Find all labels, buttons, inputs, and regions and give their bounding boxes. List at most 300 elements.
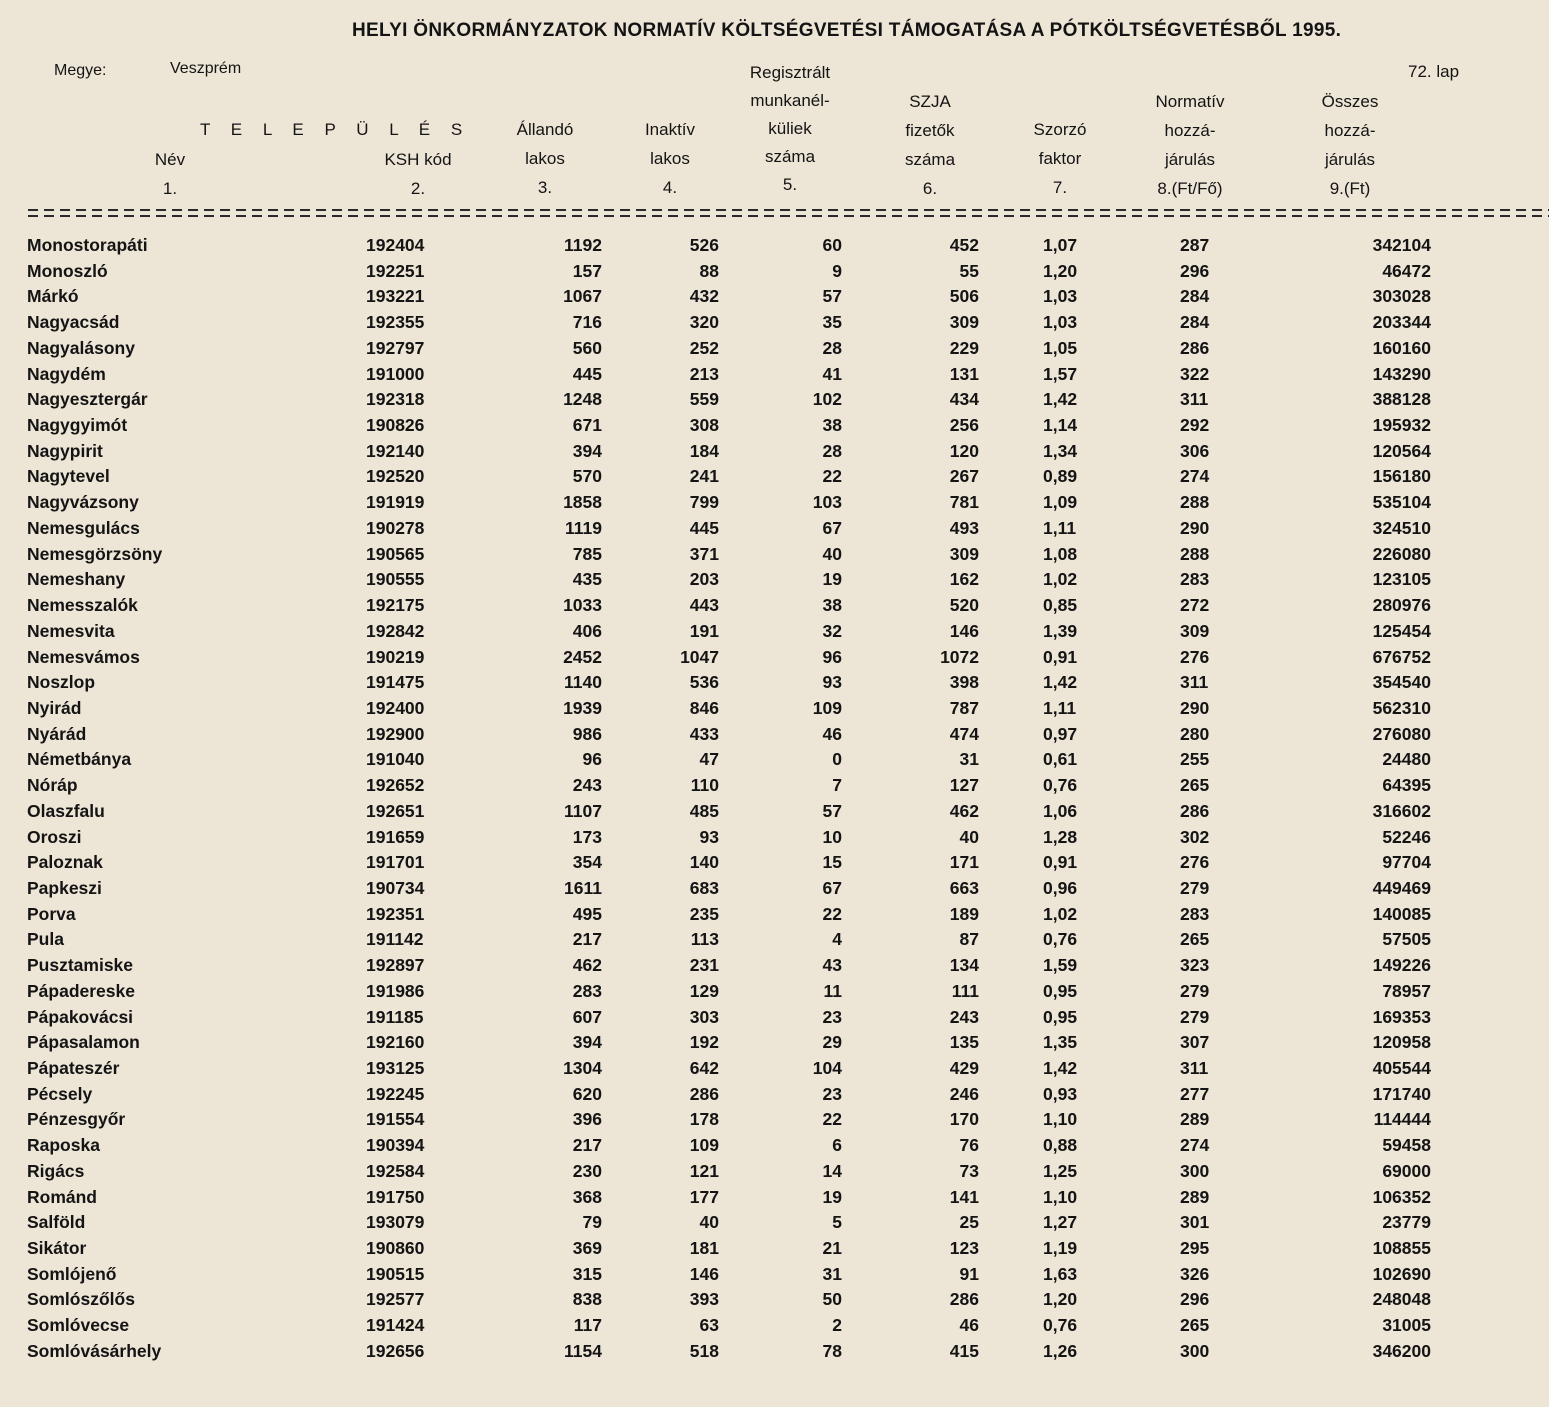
- settlement-name-cell: Románd: [27, 1186, 97, 1207]
- permanent-residents-cell: 462: [572, 955, 602, 976]
- permanent-residents-cell: 986: [572, 723, 602, 744]
- inactive-residents-cell: 93: [699, 826, 719, 847]
- normative-contribution-cell: 311: [1180, 389, 1209, 410]
- inactive-residents-cell: 177: [689, 1186, 719, 1207]
- inactive-residents-cell: 642: [689, 1058, 719, 1078]
- table-row: [0, 283, 1549, 309]
- pit-payers-cell: 25: [959, 1212, 979, 1233]
- table-row: [0, 1286, 1549, 1312]
- header-col-9-line1: Összes: [1321, 92, 1379, 111]
- multiplier-factor-cell: 1,57: [1043, 363, 1078, 384]
- pit-payers-cell: 286: [949, 1289, 979, 1310]
- pit-payers-cell: 120: [949, 440, 979, 461]
- table-row: [0, 438, 1549, 464]
- table-row: [0, 618, 1549, 644]
- inactive-residents-cell: 203: [689, 569, 719, 590]
- ksh-code-cell: 193079: [366, 1212, 425, 1233]
- settlement-name-cell: Nemesvita: [27, 620, 115, 641]
- permanent-residents-cell: 435: [572, 569, 602, 590]
- total-contribution-cell: 303028: [1372, 286, 1431, 307]
- ksh-code-cell: 193125: [366, 1058, 425, 1078]
- total-contribution-cell: 248048: [1372, 1289, 1431, 1310]
- registered-unemployed-cell: 22: [822, 466, 842, 487]
- settlement-name-cell: Nagygyimót: [27, 415, 128, 436]
- multiplier-factor-cell: 1,34: [1043, 440, 1078, 461]
- inactive-residents-cell: 1047: [680, 646, 719, 667]
- table-row: [0, 824, 1549, 850]
- permanent-residents-cell: 368: [572, 1186, 602, 1207]
- pit-payers-cell: 31: [959, 749, 979, 770]
- permanent-residents-cell: 560: [572, 337, 602, 358]
- permanent-residents-cell: 1192: [564, 235, 602, 255]
- total-contribution-cell: 125454: [1372, 620, 1431, 641]
- multiplier-factor-cell: 1,07: [1043, 235, 1078, 255]
- settlement-name-cell: Nagyesztergár: [27, 389, 148, 410]
- normative-contribution-cell: 295: [1180, 1238, 1210, 1259]
- ksh-code-cell: 192842: [366, 620, 425, 641]
- inactive-residents-cell: 526: [689, 235, 719, 255]
- multiplier-factor-cell: 0,97: [1043, 723, 1078, 744]
- multiplier-factor-cell: 1,02: [1043, 569, 1078, 590]
- settlement-name-cell: Nagyacsád: [27, 312, 120, 333]
- normative-contribution-cell: 309: [1180, 620, 1210, 641]
- table-row: [0, 489, 1549, 515]
- normative-contribution-cell: 283: [1180, 569, 1210, 590]
- registered-unemployed-cell: 41: [822, 363, 842, 384]
- total-contribution-cell: 52246: [1382, 826, 1431, 847]
- pit-payers-cell: 256: [949, 415, 979, 436]
- inactive-residents-cell: 443: [689, 595, 719, 616]
- multiplier-factor-cell: 0,93: [1043, 1083, 1078, 1104]
- ksh-code-cell: 192318: [366, 389, 425, 410]
- settlement-name-cell: Paloznak: [27, 852, 103, 873]
- settlement-name-cell: Nemesgulács: [27, 517, 140, 538]
- multiplier-factor-cell: 1,10: [1043, 1186, 1078, 1207]
- settlement-name-cell: Nagydém: [27, 363, 106, 384]
- table-row: [0, 592, 1549, 618]
- settlement-name-cell: Somlóvecse: [27, 1315, 130, 1336]
- normative-contribution-cell: 287: [1180, 235, 1210, 255]
- multiplier-factor-cell: 1,19: [1043, 1238, 1078, 1259]
- normative-contribution-cell: 276: [1180, 646, 1210, 667]
- table-row: [0, 1029, 1549, 1055]
- permanent-residents-cell: 785: [572, 543, 602, 564]
- settlement-name-cell: Nemesvámos: [27, 646, 140, 667]
- ksh-code-cell: 191185: [366, 1006, 424, 1027]
- ksh-code-cell: 191475: [366, 672, 425, 693]
- registered-unemployed-cell: 109: [812, 697, 842, 718]
- multiplier-factor-cell: 0,91: [1043, 646, 1078, 667]
- permanent-residents-cell: 1067: [563, 286, 602, 307]
- header-col-5-line2: munkanél-: [750, 91, 830, 110]
- total-contribution-cell: 140085: [1372, 903, 1431, 924]
- registered-unemployed-cell: 11: [823, 980, 842, 1001]
- registered-unemployed-cell: 60: [822, 235, 842, 255]
- settlement-name-cell: Nagyvázsony: [27, 492, 139, 513]
- permanent-residents-cell: 79: [582, 1212, 602, 1233]
- ksh-code-cell: 190555: [366, 569, 425, 590]
- registered-unemployed-cell: 31: [822, 1263, 842, 1284]
- table-row: [0, 1081, 1549, 1107]
- pit-payers-cell: 474: [949, 723, 979, 744]
- ksh-code-cell: 191919: [366, 492, 425, 513]
- header-col-9: [1300, 87, 1400, 203]
- header-col-8-line1: Normatív: [1155, 92, 1225, 111]
- permanent-residents-cell: 230: [572, 1160, 602, 1181]
- total-contribution-cell: 108855: [1372, 1238, 1431, 1259]
- settlement-name-cell: Nyirád: [27, 697, 82, 718]
- ksh-code-cell: 190860: [366, 1238, 425, 1259]
- settlement-name-cell: Nemeshany: [27, 569, 126, 590]
- multiplier-factor-cell: 1,59: [1043, 955, 1078, 976]
- normative-contribution-cell: 274: [1180, 1135, 1210, 1156]
- normative-contribution-cell: 289: [1180, 1186, 1210, 1207]
- inactive-residents-cell: 181: [689, 1238, 719, 1259]
- registered-unemployed-cell: 28: [822, 337, 842, 358]
- inactive-residents-cell: 536: [689, 672, 719, 693]
- ksh-code-cell: 191750: [366, 1186, 425, 1207]
- document-title: HELYI ÖNKORMÁNYZATOK NORMATÍV KÖLTSÉGVETÉSI TÁMOGATÁSA A PÓTKÖLTSÉGVETÉSBŐL 1995.: [352, 20, 1342, 41]
- county-label: Megye:: [54, 62, 107, 79]
- header-group-telepules: T E L E P Ü L É S: [200, 120, 471, 139]
- registered-unemployed-cell: 19: [822, 1186, 842, 1207]
- ksh-code-cell: 192520: [366, 466, 425, 487]
- table-row: [0, 695, 1549, 721]
- table-row: [0, 746, 1549, 772]
- header-col-5: [730, 59, 850, 199]
- settlement-name-cell: Nóráp: [27, 775, 78, 796]
- inactive-residents-cell: 799: [689, 492, 719, 513]
- settlement-name-cell: Pusztamiske: [27, 955, 134, 976]
- table-row: [0, 926, 1549, 952]
- settlement-name-cell: Sikátor: [27, 1238, 87, 1259]
- pit-payers-cell: 229: [949, 337, 979, 358]
- inactive-residents-cell: 63: [699, 1315, 719, 1336]
- settlement-name-cell: Raposka: [27, 1135, 100, 1156]
- pit-payers-cell: 520: [949, 595, 979, 616]
- total-contribution-cell: 46472: [1382, 260, 1431, 281]
- registered-unemployed-cell: 19: [822, 569, 842, 590]
- pit-payers-cell: 434: [949, 389, 979, 410]
- pit-payers-cell: 415: [949, 1340, 979, 1361]
- pit-payers-cell: 46: [959, 1315, 979, 1336]
- table-row: [0, 669, 1549, 695]
- table-row: [0, 386, 1549, 412]
- header-col-3-line2: lakos: [525, 149, 565, 168]
- multiplier-factor-cell: 1,39: [1043, 620, 1078, 641]
- pit-payers-cell: 162: [949, 569, 979, 590]
- header-col-4-number: 4.: [662, 178, 678, 197]
- settlement-name-cell: Pápadereske: [27, 980, 135, 1001]
- registered-unemployed-cell: 7: [832, 775, 842, 796]
- ksh-code-cell: 191142: [366, 929, 424, 950]
- registered-unemployed-cell: 104: [812, 1058, 842, 1078]
- settlement-name-cell: Nyárád: [27, 723, 87, 744]
- pit-payers-cell: 663: [949, 877, 979, 898]
- pit-payers-cell: 1072: [940, 646, 979, 667]
- permanent-residents-cell: 1107: [564, 800, 602, 821]
- pit-payers-cell: 127: [949, 775, 979, 796]
- header-col-3: [500, 115, 590, 202]
- registered-unemployed-cell: 4: [832, 929, 842, 950]
- normative-contribution-cell: 290: [1180, 517, 1210, 538]
- header-col-6-line2: fizetők: [905, 121, 955, 140]
- table-row: [0, 361, 1549, 387]
- inactive-residents-cell: 485: [689, 800, 719, 821]
- ksh-code-cell: 190394: [366, 1135, 425, 1156]
- total-contribution-cell: 57505: [1382, 929, 1431, 950]
- permanent-residents-cell: 1119: [565, 517, 602, 538]
- normative-contribution-cell: 296: [1180, 260, 1210, 281]
- header-col-5-number: 5.: [782, 175, 798, 194]
- registered-unemployed-cell: 0: [832, 749, 842, 770]
- permanent-residents-cell: 1611: [564, 877, 602, 898]
- permanent-residents-cell: 1858: [563, 492, 602, 513]
- registered-unemployed-cell: 6: [832, 1135, 842, 1156]
- header-col-2-label: KSH kód: [384, 150, 452, 169]
- permanent-residents-cell: 173: [572, 826, 602, 847]
- normative-contribution-cell: 284: [1180, 286, 1210, 307]
- ksh-code-cell: 192175: [366, 595, 425, 616]
- ksh-code-cell: 190278: [366, 517, 425, 538]
- inactive-residents-cell: 110: [690, 775, 719, 796]
- permanent-residents-cell: 406: [572, 620, 602, 641]
- header-col-1-label: Név: [154, 150, 186, 169]
- normative-contribution-cell: 301: [1180, 1212, 1210, 1233]
- page-number: 72. lap: [1408, 62, 1460, 81]
- total-contribution-cell: 354540: [1372, 672, 1431, 693]
- inactive-residents-cell: 518: [689, 1340, 719, 1361]
- registered-unemployed-cell: 28: [822, 440, 842, 461]
- total-contribution-cell: 562310: [1372, 697, 1431, 718]
- permanent-residents-cell: 117: [573, 1315, 602, 1336]
- total-contribution-cell: 160160: [1372, 337, 1431, 358]
- table-row: [0, 1055, 1549, 1081]
- multiplier-factor-cell: 0,95: [1043, 980, 1078, 1001]
- normative-contribution-cell: 302: [1180, 826, 1210, 847]
- pit-payers-cell: 55: [959, 260, 979, 281]
- total-contribution-cell: 280976: [1372, 595, 1431, 616]
- multiplier-factor-cell: 1,03: [1043, 286, 1078, 307]
- inactive-residents-cell: 191: [689, 620, 719, 641]
- table-row: [0, 335, 1549, 361]
- header-col-8-line2: hozzá-: [1164, 121, 1216, 140]
- inactive-residents-cell: 286: [689, 1083, 719, 1104]
- total-contribution-cell: 78957: [1382, 980, 1431, 1001]
- permanent-residents-cell: 2452: [563, 646, 602, 667]
- header-double-rule: [28, 207, 1549, 219]
- registered-unemployed-cell: 102: [812, 389, 842, 410]
- table-row: [0, 309, 1549, 335]
- ksh-code-cell: 191040: [366, 749, 425, 770]
- inactive-residents-cell: 109: [689, 1135, 719, 1156]
- header-col-6-line3: száma: [904, 150, 956, 169]
- normative-contribution-cell: 290: [1180, 697, 1210, 718]
- registered-unemployed-cell: 15: [822, 852, 842, 873]
- registered-unemployed-cell: 93: [822, 672, 842, 693]
- table-row: [0, 875, 1549, 901]
- header-col-4-line2: lakos: [650, 149, 690, 168]
- settlement-name-cell: Monostorapáti: [27, 235, 148, 255]
- pit-payers-cell: 429: [949, 1058, 979, 1078]
- settlement-name-cell: Nagytevel: [27, 466, 110, 487]
- settlement-name-cell: Pápateszér: [27, 1058, 120, 1078]
- ksh-code-cell: 191701: [366, 852, 425, 873]
- inactive-residents-cell: 121: [689, 1160, 719, 1181]
- ksh-code-cell: 192652: [366, 775, 425, 796]
- inactive-residents-cell: 235: [689, 903, 719, 924]
- multiplier-factor-cell: 1,20: [1043, 260, 1078, 281]
- multiplier-factor-cell: 1,09: [1043, 492, 1078, 513]
- pit-payers-cell: 267: [949, 466, 979, 487]
- ksh-code-cell: 192351: [366, 903, 425, 924]
- total-contribution-cell: 97704: [1382, 852, 1431, 873]
- header-col-8: [1125, 87, 1255, 203]
- settlement-name-cell: Somlójenő: [27, 1263, 117, 1284]
- registered-unemployed-cell: 67: [822, 877, 842, 898]
- total-contribution-cell: 123105: [1372, 569, 1431, 590]
- pit-payers-cell: 141: [949, 1186, 979, 1207]
- pit-payers-cell: 170: [949, 1109, 979, 1130]
- registered-unemployed-cell: 40: [822, 543, 842, 564]
- total-contribution-cell: 69000: [1382, 1160, 1431, 1181]
- normative-contribution-cell: 322: [1180, 363, 1210, 384]
- multiplier-factor-cell: 1,02: [1043, 903, 1078, 924]
- pit-payers-cell: 135: [949, 1032, 979, 1053]
- table-row: [0, 798, 1549, 824]
- pit-payers-cell: 493: [949, 517, 979, 538]
- pit-payers-cell: 111: [951, 980, 979, 1001]
- ksh-code-cell: 191659: [366, 826, 425, 847]
- normative-contribution-cell: 300: [1180, 1160, 1210, 1181]
- multiplier-factor-cell: 1,11: [1043, 697, 1077, 718]
- ksh-code-cell: 190734: [366, 877, 425, 898]
- ksh-code-cell: 192900: [366, 723, 425, 744]
- multiplier-factor-cell: 1,06: [1043, 800, 1078, 821]
- multiplier-factor-cell: 1,14: [1043, 415, 1078, 436]
- ksh-code-cell: 190826: [366, 415, 425, 436]
- ksh-code-cell: 192584: [366, 1160, 425, 1181]
- pit-payers-cell: 309: [949, 312, 979, 333]
- pit-payers-cell: 189: [949, 903, 979, 924]
- normative-contribution-cell: 272: [1180, 595, 1210, 616]
- total-contribution-cell: 120564: [1372, 440, 1431, 461]
- normative-contribution-cell: 279: [1180, 980, 1210, 1001]
- normative-contribution-cell: 311: [1180, 1058, 1209, 1078]
- permanent-residents-cell: 157: [572, 260, 602, 281]
- table-row: [0, 515, 1549, 541]
- pit-payers-cell: 87: [959, 929, 979, 950]
- ksh-code-cell: 190219: [366, 646, 425, 667]
- multiplier-factor-cell: 1,27: [1043, 1212, 1078, 1233]
- total-contribution-cell: 23779: [1382, 1212, 1431, 1233]
- multiplier-factor-cell: 0,89: [1043, 466, 1078, 487]
- header-col-1: [140, 145, 200, 203]
- registered-unemployed-cell: 9: [832, 260, 842, 281]
- multiplier-factor-cell: 1,42: [1043, 1058, 1078, 1078]
- permanent-residents-cell: 369: [572, 1238, 602, 1259]
- ksh-code-cell: 191000: [366, 363, 425, 384]
- registered-unemployed-cell: 29: [822, 1032, 842, 1053]
- inactive-residents-cell: 47: [699, 749, 719, 770]
- normative-contribution-cell: 279: [1180, 877, 1210, 898]
- ksh-code-cell: 191554: [366, 1109, 425, 1130]
- normative-contribution-cell: 265: [1180, 929, 1210, 950]
- settlement-name-cell: Nagypirit: [27, 440, 103, 461]
- table-row: [0, 1132, 1549, 1158]
- settlement-table-body: [0, 232, 1549, 1364]
- table-row: [0, 1312, 1549, 1338]
- pit-payers-cell: 146: [949, 620, 979, 641]
- multiplier-factor-cell: 1,10: [1043, 1109, 1078, 1130]
- total-contribution-cell: 316602: [1372, 800, 1431, 821]
- registered-unemployed-cell: 57: [822, 800, 842, 821]
- header-col-7: [1015, 115, 1105, 202]
- total-contribution-cell: 64395: [1382, 775, 1431, 796]
- multiplier-factor-cell: 0,61: [1043, 749, 1078, 770]
- normative-contribution-cell: 265: [1180, 775, 1210, 796]
- ksh-code-cell: 192656: [366, 1340, 425, 1361]
- header-col-8-line3: járulás: [1164, 150, 1216, 169]
- normative-contribution-cell: 286: [1180, 800, 1210, 821]
- registered-unemployed-cell: 10: [822, 826, 842, 847]
- settlement-name-cell: Nemesszalók: [27, 595, 138, 616]
- settlement-name-cell: Pénzesgyőr: [27, 1109, 126, 1130]
- registered-unemployed-cell: 67: [822, 517, 842, 538]
- inactive-residents-cell: 393: [689, 1289, 719, 1310]
- registered-unemployed-cell: 43: [822, 955, 842, 976]
- header-col-6: [885, 87, 975, 203]
- header-col-6-line1: SZJA: [909, 92, 951, 111]
- total-contribution-cell: 226080: [1372, 543, 1431, 564]
- header-col-7-number: 7.: [1052, 178, 1068, 197]
- ksh-code-cell: 191986: [366, 980, 425, 1001]
- total-contribution-cell: 143290: [1372, 363, 1431, 384]
- header-col-4: [630, 115, 710, 202]
- registered-unemployed-cell: 96: [822, 646, 842, 667]
- table-row: [0, 1261, 1549, 1287]
- permanent-residents-cell: 1939: [563, 697, 602, 718]
- total-contribution-cell: 171740: [1372, 1083, 1431, 1104]
- ksh-code-cell: 192251: [366, 260, 425, 281]
- header-col-8-number: 8.(Ft/Fő): [1157, 179, 1223, 198]
- inactive-residents-cell: 559: [689, 389, 719, 410]
- permanent-residents-cell: 1140: [564, 672, 602, 693]
- pit-payers-cell: 134: [949, 955, 979, 976]
- ksh-code-cell: 192897: [366, 955, 425, 976]
- ksh-code-cell: 192160: [366, 1032, 425, 1053]
- table-row: [0, 541, 1549, 567]
- total-contribution-cell: 120958: [1372, 1032, 1431, 1053]
- multiplier-factor-cell: 1,42: [1043, 672, 1078, 693]
- registered-unemployed-cell: 46: [822, 723, 842, 744]
- normative-contribution-cell: 326: [1180, 1263, 1210, 1284]
- inactive-residents-cell: 140: [689, 852, 719, 873]
- registered-unemployed-cell: 23: [822, 1006, 842, 1027]
- inactive-residents-cell: 252: [689, 337, 719, 358]
- multiplier-factor-cell: 0,76: [1043, 1315, 1078, 1336]
- inactive-residents-cell: 432: [689, 286, 719, 307]
- normative-contribution-cell: 277: [1180, 1083, 1210, 1104]
- ksh-code-cell: 192651: [366, 800, 425, 821]
- permanent-residents-cell: 838: [572, 1289, 602, 1310]
- inactive-residents-cell: 846: [689, 697, 719, 718]
- settlement-name-cell: Oroszi: [27, 826, 82, 847]
- multiplier-factor-cell: 1,25: [1043, 1160, 1078, 1181]
- header-col-2-number: 2.: [410, 179, 426, 198]
- settlement-name-cell: Rigács: [27, 1160, 85, 1181]
- table-row: [0, 1158, 1549, 1184]
